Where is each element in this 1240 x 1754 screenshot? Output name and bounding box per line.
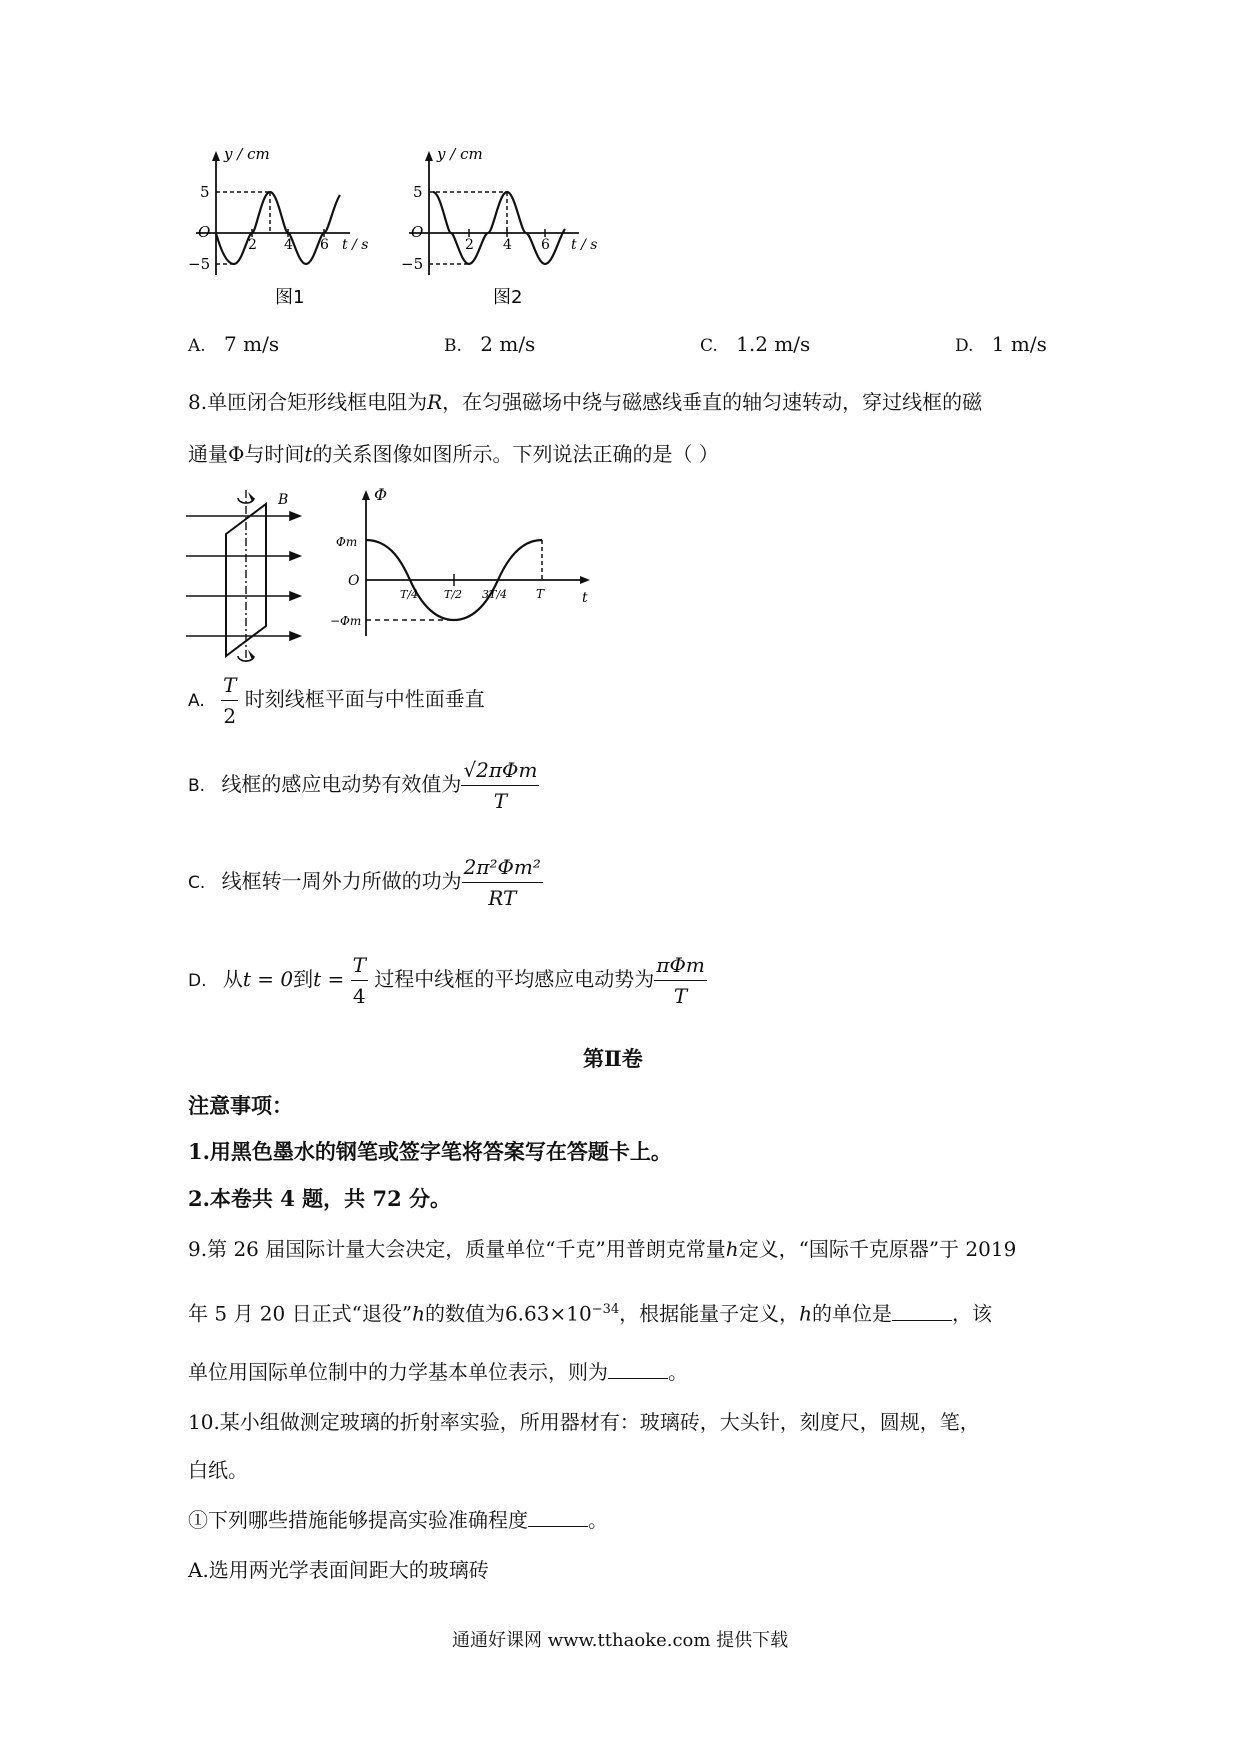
q8-graph-ytick-o: O — [348, 573, 360, 589]
q10-line1: 10.某小组做测定玻璃的折射率实验，所用器材有：玻璃砖，大头针，刻度尺，圆规，笔， — [188, 1410, 980, 1434]
q10-option-a: A.选用两光学表面间距大的玻璃砖 — [188, 1558, 489, 1582]
fig1-ytick-5: 5 — [200, 183, 210, 201]
q10-line2: 白纸。 — [188, 1458, 248, 1482]
fraction-t-over-4: $\frac{T}{4}$ — [351, 950, 368, 1011]
wave-figure-2 — [393, 145, 623, 315]
fig2-xtick-6: 6 — [541, 237, 550, 253]
fraction-emf-rms: $\frac{\text{√2πΦm}}{T}$ — [461, 755, 539, 816]
q8-stem-line1: 8.单匝闭合矩形线框电阻为R，在匀强磁场中绕与磁感线垂直的轴匀速转动，穿过线框的磁 — [188, 390, 983, 414]
q9-answer-blank-1[interactable] — [892, 1302, 952, 1321]
fig2-xtick-4: 4 — [503, 237, 512, 253]
q10-answer-blank-1[interactable] — [528, 1508, 588, 1527]
q9-answer-blank-2[interactable] — [608, 1360, 668, 1379]
q8-graph-xtick-t2: T/2 — [444, 588, 463, 601]
q8-graph-xtick-3t4: 3T/4 — [482, 588, 508, 601]
fraction-t-over-2: $\frac{T}{2}$ — [221, 670, 238, 731]
q8-graph-xtick-t4: T/4 — [400, 588, 419, 601]
q9-line3: 单位用国际单位制中的力学基本单位表示，则为 。 — [188, 1360, 688, 1384]
q8-graph-xtick-t: T — [536, 587, 545, 601]
q8-option-b: B. 线框的感应电动势有效值为 $\frac{\text{√2πΦm}}{T}$ — [188, 755, 539, 816]
page-footer: 通通好课网 www.tthaoke.com 提供下载 — [452, 1630, 789, 1651]
fig1-ytick-o: O — [198, 223, 211, 241]
fraction-work: $\frac{\text{2π²Φm²}}{RT}$ — [462, 852, 543, 913]
q8-graph-ylabel: Φ — [374, 486, 388, 504]
q7-option-c: C. 1.2 m/s — [700, 332, 811, 356]
fig2-ytick-o: O — [411, 223, 424, 241]
q8-graph-ytick-negphim: −Φm — [330, 614, 362, 628]
q8-graph-ytick-phim: Φm — [336, 535, 358, 549]
wave-figure-1 — [180, 145, 390, 315]
q8-option-c: C. 线框转一周外力所做的功为 $\frac{\text{2π²Φm²}}{RT}$ — [188, 852, 543, 913]
q8-field-label: B — [278, 492, 289, 508]
q7-option-b: B. 2 m/s — [444, 332, 536, 356]
q10-sub1: ①下列哪些措施能够提高实验准确程度 。 — [188, 1508, 608, 1532]
q8-option-d: D. 从t = 0到t = $\frac{T}{4}$ 过程中线框的平均感应电动势为 $\frac{\text{πΦm}}{T}$ — [188, 950, 707, 1011]
q8-stem-line2: 通量Φ与时间t的关系图像如图所示。下列说法正确的是（ ） — [188, 442, 719, 466]
fig1-xtick-6: 6 — [320, 237, 329, 253]
q7-option-a: A. 7 m/s — [188, 332, 280, 356]
q8-option-a: A. $\frac{T}{2}$ 时刻线框平面与中性面垂直 — [188, 670, 485, 731]
q8-graph-xlabel: t — [582, 590, 588, 606]
q8-frame-diagram — [182, 486, 312, 666]
fig2-ylabel: y / cm — [437, 145, 483, 163]
fig2-xtick-2: 2 — [465, 237, 474, 253]
fig2-ytick-5: 5 — [413, 183, 423, 201]
q7-option-d: D. 1 m/s — [955, 332, 1047, 356]
fig1-xtick-2: 2 — [248, 237, 257, 253]
fraction-avg-emf: $\frac{\text{πΦm}}{T}$ — [654, 950, 707, 1011]
part2-notes-title: 注意事项： — [188, 1093, 293, 1118]
part2-note-2: 2.本卷共 4 题，共 72 分。 — [188, 1186, 452, 1211]
q8-flux-graph — [330, 486, 600, 656]
fig1-ytick-neg5: −5 — [188, 255, 211, 273]
fig1-xlabel: t / s — [342, 237, 369, 253]
fig2-caption: 图2 — [493, 287, 523, 308]
fig1-caption: 图1 — [275, 287, 305, 308]
fig2-ytick-neg5: −5 — [401, 255, 424, 273]
fig2-xlabel: t / s — [571, 237, 598, 253]
q9-line1: 9.第 26 届国际计量大会决定，质量单位“千克”用普朗克常量h定义，“国际千克原器”于 2019 — [188, 1237, 1017, 1261]
fig1-ylabel: y / cm — [224, 145, 270, 163]
fig1-xtick-4: 4 — [284, 237, 293, 253]
part2-note-1: 1.用黑色墨水的钢笔或签字笔将答案写在答题卡上。 — [188, 1139, 672, 1164]
q9-line2: 年 5 月 20 日正式“退役”h的数值为$6.63\times 10^{-34}$，根据能量子定义，h的单位是 ，该 — [188, 1301, 993, 1326]
part2-title: 第Ⅱ卷 — [583, 1046, 643, 1071]
